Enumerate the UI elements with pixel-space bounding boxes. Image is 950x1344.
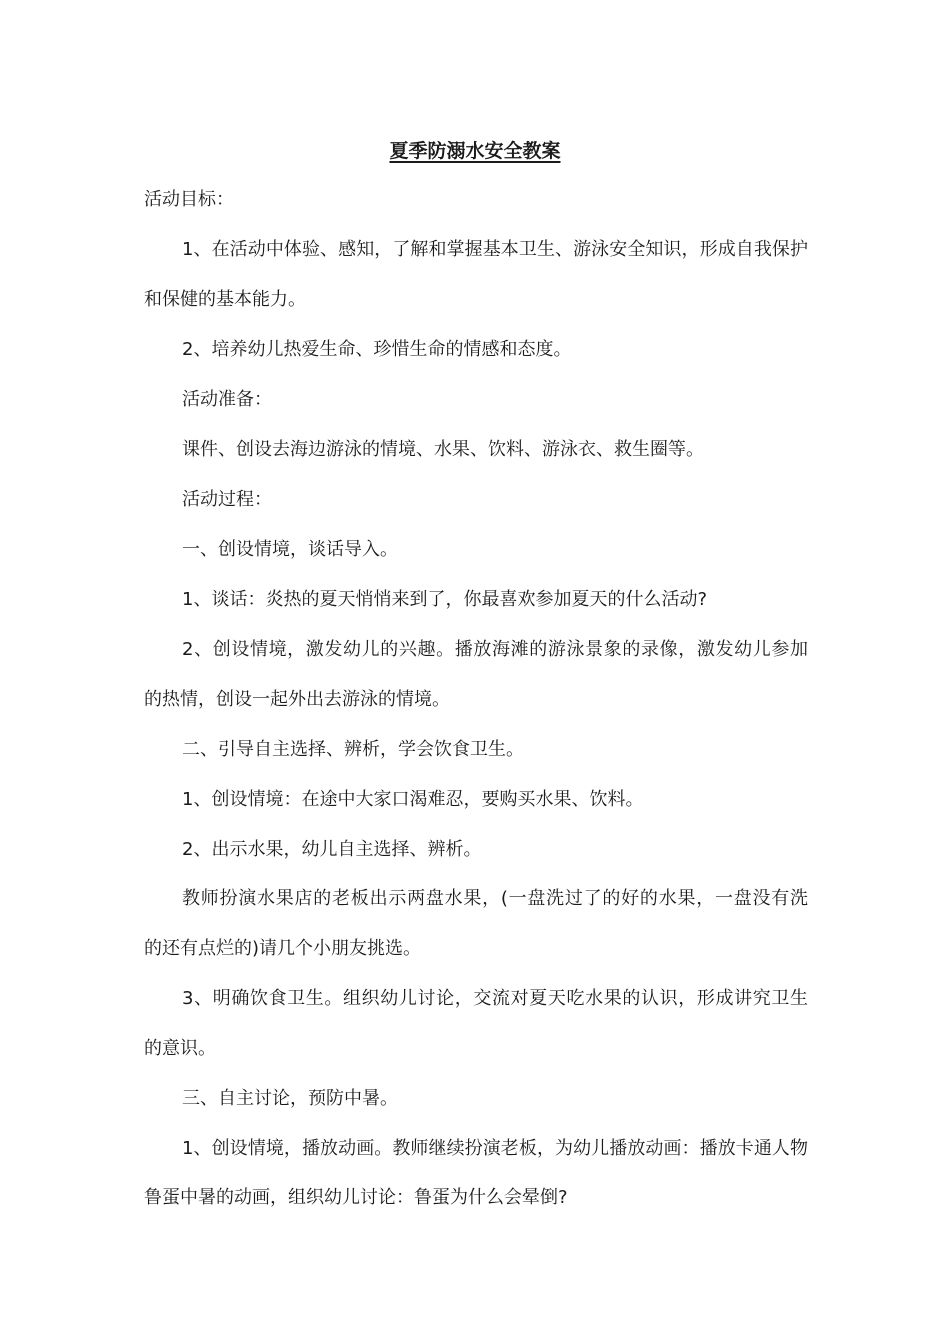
section-heading-goals: 活动目标： <box>144 189 234 210</box>
document-title-text: 夏季防溺水安全教案 <box>389 140 561 162</box>
paragraph-line: 1、谈话：炎热的夏天悄悄来到了，你最喜欢参加夏天的什么活动? <box>182 589 708 610</box>
document-title <box>0 137 950 165</box>
paragraph-line: 的热情，创设一起外出去游泳的情境。 <box>144 689 450 710</box>
paragraph-line: 2、出示水果，幼儿自主选择、辨析。 <box>182 839 482 860</box>
paragraph-line: 1、创设情境，播放动画。教师继续扮演老板，为幼儿播放动画：播放卡通人物 <box>182 1138 808 1159</box>
paragraph-line: 2、创设情境，激发幼儿的兴趣。播放海滩的游泳景象的录像，激发幼儿参加 <box>182 639 808 660</box>
paragraph-line: 的意识。 <box>144 1038 216 1059</box>
paragraph-line: 1、创设情境：在途中大家口渴难忍，要购买水果、饮料。 <box>182 789 644 810</box>
paragraph-line: 课件、创设去海边游泳的情境、水果、饮料、游泳衣、救生圈等。 <box>182 439 704 460</box>
paragraph-line: 一、创设情境，谈话导入。 <box>182 539 398 560</box>
paragraph-line: 2、培养幼儿热爱生命、珍惜生命的情感和态度。 <box>182 339 572 360</box>
paragraph-line: 三、自主讨论，预防中暑。 <box>182 1088 398 1109</box>
section-heading-process: 活动过程： <box>182 489 272 510</box>
paragraph-line: 鲁蛋中暑的动画，组织幼儿讨论：鲁蛋为什么会晕倒? <box>144 1187 568 1208</box>
paragraph-line: 和保健的基本能力。 <box>144 289 306 310</box>
paragraph-line: 二、引导自主选择、辨析，学会饮食卫生。 <box>182 739 524 760</box>
paragraph-line: 教师扮演水果店的老板出示两盘水果，(一盘洗过了的好的水果，一盘没有洗 <box>182 888 808 909</box>
paragraph-line: 的还有点烂的)请几个小朋友挑选。 <box>144 938 422 959</box>
paragraph-line: 3、明确饮食卫生。组织幼儿讨论，交流对夏天吃水果的认识，形成讲究卫生 <box>182 988 808 1009</box>
section-heading-preparation: 活动准备： <box>182 389 272 410</box>
paragraph-line: 1、在活动中体验、感知，了解和掌握基本卫生、游泳安全知识，形成自我保护 <box>182 239 808 260</box>
